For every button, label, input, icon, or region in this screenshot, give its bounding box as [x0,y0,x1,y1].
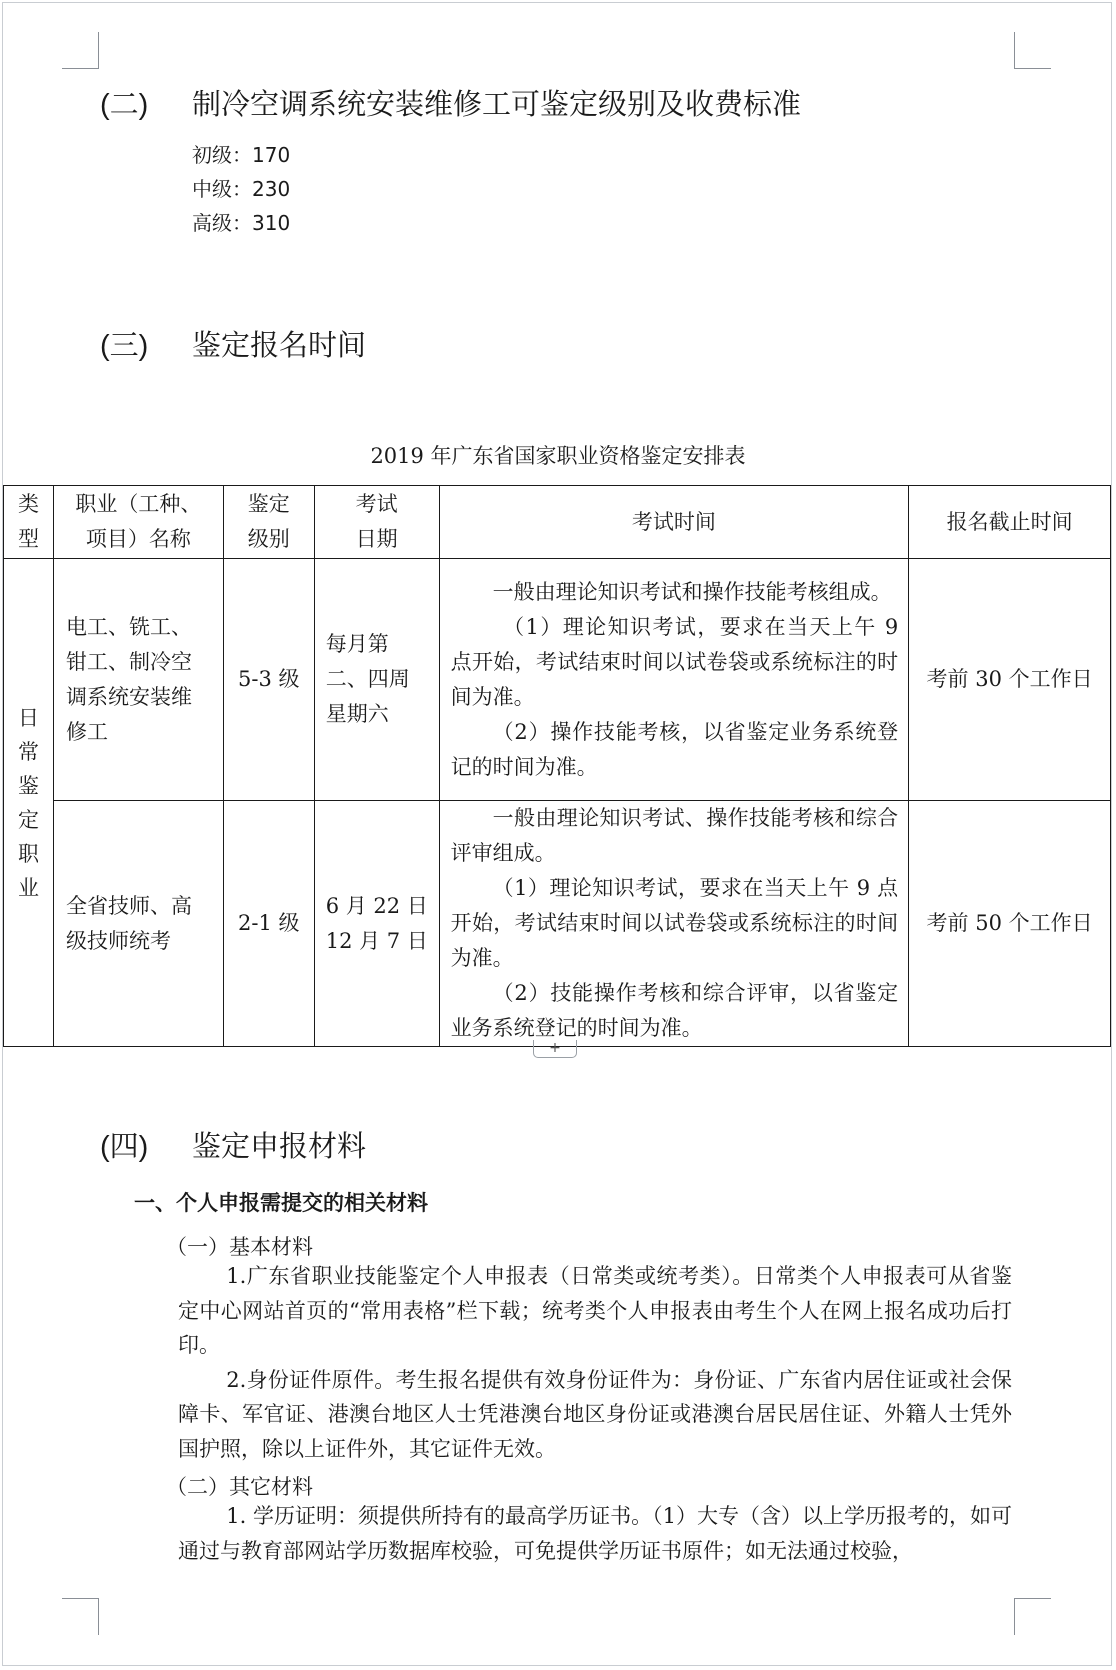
section-3-title: 鉴定报名时间 [192,328,367,362]
basic-materials-heading: （一）基本材料 [166,1235,313,1259]
table-header-row [4,486,1111,559]
header-type: 类 型 [4,486,54,559]
fee-value: 170 [252,143,291,167]
header-job-name: 职业（工种、 项目）名称 [53,486,223,559]
section-2-title: 制冷空调系统安装维修工可鉴定级别及收费标准 [192,87,802,121]
level-cell: 5-3 级 [223,559,314,801]
basic-item-2: 2.身份证件原件。考生报名提供有效身份证件为：身份证、广东省内居住证或社会保障卡、军官证、港澳台地区人士凭港澳台地区身份证或港澳台居民居住证、外籍人士凭外国护照，除以上证件外，其它证件无效。 [178,1367,1012,1461]
exam-date-cell: 6 月 22 日 12 月 7 日 [314,801,439,1047]
header-level: 鉴定 级别 [223,486,314,559]
table-title: 2019 年广东省国家职业资格鉴定安排表 [370,444,746,468]
level-cell: 2-1 级 [223,801,314,1047]
section-3-number: (三) [100,330,149,362]
header-exam-date: 考试 日期 [314,486,439,559]
section-2-number: (二) [100,89,149,121]
materials-subtitle: 一、个人申报需提交的相关材料 [134,1190,428,1215]
schedule-table [3,485,1111,1047]
fee-label: 中级： [192,177,252,201]
section-2-heading [100,82,801,123]
add-row-button[interactable]: + [533,1040,577,1058]
crop-mark-bottom-right [1014,1598,1051,1635]
crop-mark-top-left [62,32,99,69]
other-materials-list [178,1499,1012,1568]
table-row [4,559,1111,801]
exam-date-cell: 每月第 二、四周 星期六 [314,559,439,801]
other-materials-heading: （二）其它材料 [166,1475,313,1499]
job-name-cell: 电工、铣工、 钳工、制冷空 调系统安装维 修工 [53,559,223,801]
fee-label: 高级： [192,211,252,235]
table-row [4,801,1111,1047]
fee-item-intermediate [192,173,290,202]
deadline-cell: 考前 30 个工作日 [909,559,1111,801]
fee-value: 310 [252,211,291,235]
section-4-heading [100,1124,366,1165]
fee-item-junior [192,139,290,168]
basic-materials-list [178,1259,1012,1466]
other-item-1: 1. 学历证明：须提供所持有的最高学历证书。（1）大专（含）以上学历报考的，如可通过与教育部网站学历数据库校验，可免提供学历证书原件；如无法通过校验， [178,1504,1012,1563]
exam-time-cell: 一般由理论知识考试、操作技能考核和综合评审组成。 （1）理论知识考试，要求在当天上午 9 点开始，考试结束时间以试卷袋或系统标注的时间为准。 （2）技能操作考核和综合评审，以省鉴定业务系统登记的时间为准。 [439,801,909,1047]
fee-value: 230 [252,177,291,201]
header-exam-time: 考试时间 [439,486,909,559]
section-4-number: (四) [100,1131,149,1163]
crop-mark-bottom-left [62,1598,99,1635]
fee-label: 初级： [192,143,252,167]
basic-item-1: 1.广东省职业技能鉴定个人申报表（日常类或统考类）。日常类个人申报表可从省鉴定中心网站首页的“常用表格”栏下载；统考类个人申报表由考生个人在网上报名成功后打印。 [178,1264,1012,1357]
crop-mark-top-right [1014,32,1051,69]
exam-time-cell: 一般由理论知识考试和操作技能考核组成。 （1）理论知识考试，要求在当天上午 9 点开始，考试结束时间以试卷袋或系统标注的时间为准。 （2）操作技能考核，以省鉴定业务系统登记的时间为准。 [439,559,909,801]
fee-item-senior [192,207,290,236]
section-3-heading [100,323,366,364]
job-name-cell: 全省技师、高 级技师统考 [53,801,223,1047]
header-deadline: 报名截止时间 [909,486,1111,559]
deadline-cell: 考前 50 个工作日 [909,801,1111,1047]
section-4-title: 鉴定申报材料 [192,1129,367,1163]
type-cell: 日 常 鉴 定 职 业 [4,559,54,1047]
